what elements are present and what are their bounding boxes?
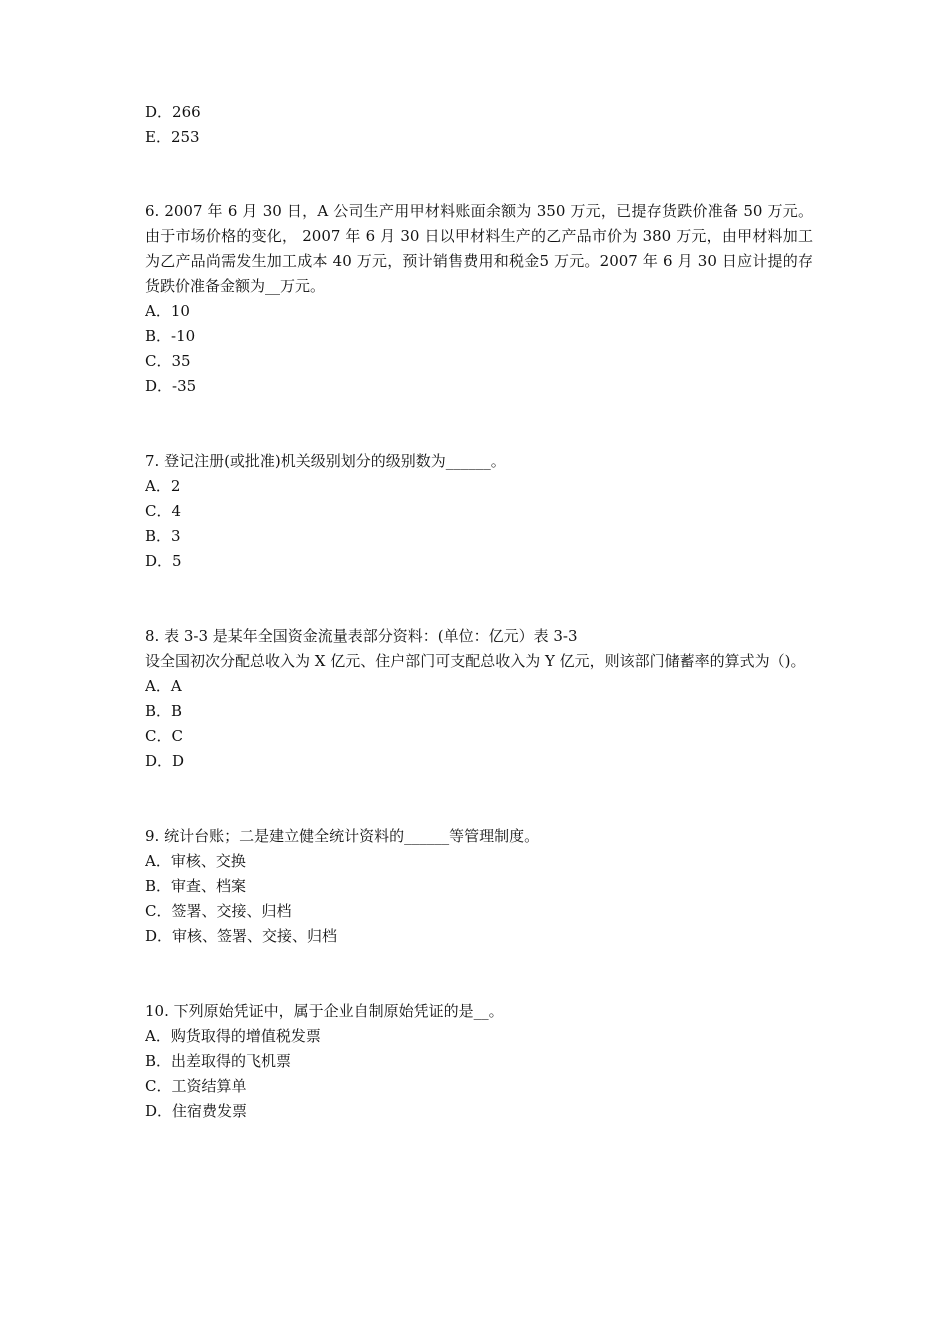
question-9 [145,824,813,949]
option-d: D．266 [145,103,201,121]
option-a: A．A [145,677,182,695]
option-b: B．-10 [145,327,196,345]
question-stem: 8. 表 3-3 是某年全国资金流量表部分资料：(单位：亿元）表 3-3 [145,627,578,645]
continued-options [145,100,813,150]
option-c: C．工资结算单 [145,1077,247,1095]
question-8 [145,624,813,774]
document-page [145,100,813,1124]
question-stem: 7. 登记注册(或批准)机关级别划分的级别数为______。 [145,452,506,470]
question-stem: 9. 统计台账；二是建立健全统计资料的______等管理制度。 [145,827,540,845]
option-d: D．5 [145,552,182,570]
option-a: A．购货取得的增值税发票 [145,1027,321,1045]
question-stem: 10. 下列原始凭证中，属于企业自制原始凭证的是__。 [145,1002,504,1020]
question-stem-continued: 设全国初次分配总收入为 X 亿元、住户部门可支配总收入为 Y 亿元，则该部门储蓄率的算式为（)。 [145,652,806,670]
option-d: D．-35 [145,377,197,395]
option-b: B．出差取得的飞机票 [145,1052,292,1070]
option-d: D．审核、签署、交接、归档 [145,927,338,945]
question-10 [145,999,813,1124]
question-7 [145,449,813,574]
question-stem: 6. 2007 年 6 月 30 日，A 公司生产用甲材料账面余额为 350 万元，已提存货跌价准备 50 万元。由于市场价格的变化， 2007 年 6 月 30 日以甲材料生产的乙产品市价为 380 万元，由甲材料加工为乙产品尚需发生加工成本 40 万元，预计销售费用和税金5 万元。2007 年 6 月 30 日应计提的存货跌价准备金额为__万元。 [145,202,813,295]
option-b: B．3 [145,527,181,545]
option-a: A．2 [145,477,181,495]
option-d: D．D [145,752,185,770]
option-a: A．审核、交换 [145,852,246,870]
option-e: E．253 [145,128,200,146]
option-c: C．C [145,727,183,745]
option-b: B．审查、档案 [145,877,247,895]
question-6 [145,199,813,399]
option-c: C．4 [145,502,182,520]
option-c: C．35 [145,352,191,370]
option-a: A．10 [145,302,190,320]
option-d: D．住宿费发票 [145,1102,248,1120]
option-b: B．B [145,702,183,720]
option-c: C．签署、交接、归档 [145,902,292,920]
